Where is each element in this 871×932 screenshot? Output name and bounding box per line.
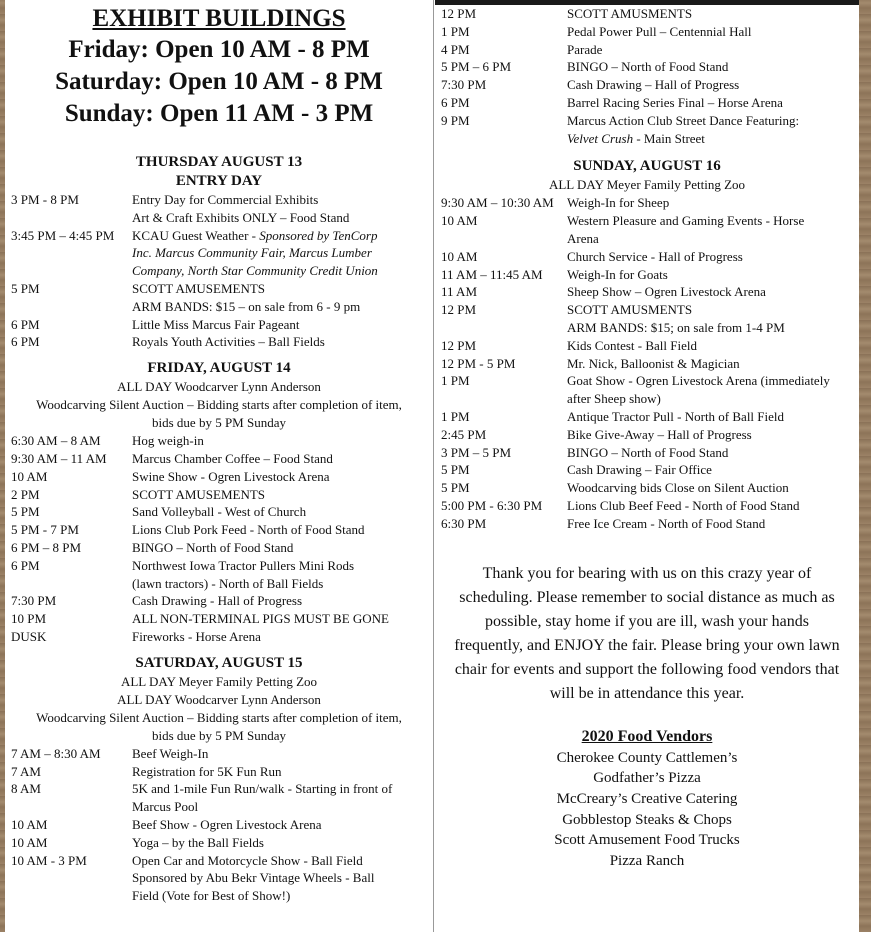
- event-description: [132, 798, 433, 816]
- day-note: bids due by 5 PM Sunday: [152, 415, 286, 431]
- schedule-row: [5, 557, 433, 575]
- event-time: [5, 209, 132, 227]
- event-description: [567, 408, 859, 426]
- event-description: [567, 5, 859, 23]
- event-description: [132, 227, 433, 245]
- schedule-row: [435, 130, 859, 148]
- saturday-schedule: [5, 745, 433, 905]
- event-text: Mr. Nick, Balloonist & Magician: [567, 355, 740, 371]
- column-divider: [433, 0, 434, 932]
- schedule-row: [5, 887, 433, 905]
- event-text: SCOTT AMUSEMENTS: [132, 486, 266, 502]
- event-description: [567, 112, 859, 130]
- event-description: [132, 432, 433, 450]
- event-description: [567, 337, 859, 355]
- schedule-row: [435, 94, 859, 112]
- event-text: Lions Club Pork Feed - North of Food Stand: [132, 522, 365, 538]
- event-time: 6 PM – 8 PM: [11, 539, 82, 555]
- vendor-item: Gobblestop Steaks & Chops: [562, 811, 732, 828]
- event-text: Antique Tractor Pull - North of Ball Field: [567, 408, 785, 424]
- schedule-row: [5, 869, 433, 887]
- event-text: ARM BANDS: $15 – on sale from 6 - 9 pm: [132, 298, 361, 314]
- event-text: Cash Drawing - Hall of Progress: [132, 593, 303, 609]
- event-time: 5 PM: [11, 504, 40, 520]
- event-text: Sand Volleyball - West of Church: [132, 504, 307, 520]
- schedule-row: [435, 372, 859, 390]
- schedule-row: [5, 610, 433, 628]
- schedule-row: [5, 209, 433, 227]
- schedule-row: [5, 227, 433, 245]
- event-description: [132, 280, 433, 298]
- day-note: ALL DAY Meyer Family Petting Zoo: [120, 673, 318, 689]
- event-text: Beef Weigh-In: [132, 745, 209, 761]
- schedule-row: [435, 58, 859, 76]
- event-text: Woodcarving bids Close on Silent Auction: [567, 480, 789, 496]
- schedule-row: [435, 337, 859, 355]
- event-time: 6:30 PM: [441, 515, 487, 531]
- thursday-subtitle: ENTRY DAY: [175, 173, 263, 189]
- schedule-row: [435, 112, 859, 130]
- event-text: Free Ice Cream - North of Food Stand: [567, 515, 766, 531]
- schedule-row: [435, 390, 859, 408]
- vendor-item: Cherokee County Cattlemen’s: [556, 749, 738, 766]
- schedule-row: [5, 575, 433, 593]
- event-text: Arena: [567, 230, 599, 246]
- event-description: [567, 76, 859, 94]
- schedule-row: [5, 539, 433, 557]
- event-description: [132, 575, 433, 593]
- event-text: Sponsored by Abu Bekr Vintage Wheels - Ball: [132, 870, 375, 886]
- event-text: Marcus Action Club Street Dance Featuring:: [567, 112, 800, 128]
- event-time: 7 AM: [11, 763, 41, 779]
- event-description: [132, 763, 433, 781]
- event-text: Barrel Racing Series Final – Horse Arena: [567, 94, 783, 110]
- event-description: [567, 23, 859, 41]
- event-time: [5, 869, 132, 887]
- event-time: [5, 244, 132, 262]
- event-text: BINGO – North of Food Stand: [567, 59, 729, 75]
- event-text: Pedal Power Pull – Centennial Hall: [567, 23, 752, 39]
- event-time: 6 PM: [11, 334, 40, 350]
- event-time: 4 PM: [441, 41, 470, 57]
- event-text: Goat Show - Ogren Livestock Arena (immediately: [567, 373, 830, 389]
- schedule-row: [5, 763, 433, 781]
- event-description: [132, 539, 433, 557]
- event-text: Little Miss Marcus Fair Pageant: [132, 316, 300, 332]
- event-time: 10 PM: [11, 611, 47, 627]
- schedule-row: [435, 426, 859, 444]
- event-time: 5 PM – 6 PM: [441, 59, 512, 75]
- event-text: Northwest Iowa Tractor Pullers Mini Rods: [132, 557, 355, 573]
- event-time: 5 PM: [441, 480, 470, 496]
- saturday-schedule-continued: [435, 5, 859, 147]
- event-description: [567, 94, 859, 112]
- event-text: KCAU Guest Weather -: [132, 227, 260, 243]
- event-description: [567, 461, 859, 479]
- event-text: SCOTT AMUSMENTS: [567, 302, 693, 318]
- event-time: 8 AM: [11, 781, 41, 797]
- exhibit-header: [5, 4, 433, 130]
- event-time: 9 PM: [441, 112, 470, 128]
- event-text: (lawn tractors) - North of Ball Fields: [132, 575, 324, 591]
- vendor-item: Godfather’s Pizza: [593, 770, 701, 787]
- event-time: 3 PM – 5 PM: [441, 444, 512, 460]
- schedule-row: [435, 230, 859, 248]
- vendors-title: 2020 Food Vendors: [581, 727, 713, 745]
- event-description: [132, 333, 433, 351]
- event-time: 10 AM: [11, 834, 48, 850]
- event-text: Weigh-In for Goats: [567, 266, 668, 282]
- event-description: [132, 521, 433, 539]
- day-note: Woodcarving Silent Auction – Bidding starts after completion of item,: [36, 397, 402, 413]
- schedule-row: [435, 461, 859, 479]
- event-description: [567, 301, 859, 319]
- event-text: Open Car and Motorcycle Show - Ball Field: [132, 852, 363, 868]
- event-time: 2:45 PM: [441, 426, 487, 442]
- event-description: [567, 479, 859, 497]
- schedule-row: [435, 266, 859, 284]
- schedule-row: [435, 5, 859, 23]
- event-text: Hog weigh-in: [132, 433, 204, 449]
- event-italic-text: Company, North Star Community Credit Union: [132, 263, 378, 279]
- event-text: Sheep Show – Ogren Livestock Arena: [567, 284, 766, 300]
- schedule-row: [435, 283, 859, 301]
- sunday-hours: Sunday: Open 11 AM - 3 PM: [64, 100, 374, 127]
- event-text: Cash Drawing – Fair Office: [567, 462, 712, 478]
- schedule-row: [5, 816, 433, 834]
- event-description: [132, 503, 433, 521]
- schedule-row: [435, 408, 859, 426]
- event-time: 10 AM: [11, 816, 48, 832]
- schedule-row: [5, 798, 433, 816]
- event-time: [5, 798, 132, 816]
- event-description: [567, 390, 859, 408]
- event-text: 5K and 1-mile Fun Run/walk - Starting in front of: [132, 781, 393, 797]
- event-text: Yoga – by the Ball Fields: [132, 834, 264, 850]
- event-description: [567, 515, 859, 533]
- event-description: [567, 426, 859, 444]
- schedule-row: [5, 298, 433, 316]
- event-time: 9:30 AM – 11 AM: [11, 450, 107, 466]
- event-text: - Main Street: [633, 130, 705, 146]
- event-description: [567, 319, 859, 337]
- thursday-title: THURSDAY AUGUST 13: [135, 154, 303, 170]
- saturday-hours: Saturday: Open 10 AM - 8 PM: [55, 68, 383, 95]
- event-description: [132, 298, 433, 316]
- saturday-notes: [5, 673, 433, 745]
- event-time: 11 AM – 11:45 AM: [441, 266, 543, 282]
- event-description: [132, 780, 433, 798]
- event-time: 5 PM: [441, 462, 470, 478]
- schedule-row: [5, 468, 433, 486]
- day-note: Woodcarving Silent Auction – Bidding starts after completion of item,: [36, 709, 402, 725]
- event-time: 10 AM: [11, 468, 48, 484]
- event-time: 7:30 PM: [441, 77, 487, 93]
- event-description: [567, 58, 859, 76]
- event-time: 3 PM - 8 PM: [11, 192, 79, 207]
- schedule-row: [5, 503, 433, 521]
- friday-title: FRIDAY, AUGUST 14: [147, 360, 291, 377]
- event-time: 12 PM - 5 PM: [441, 355, 516, 371]
- event-description: [132, 852, 433, 870]
- event-description: [132, 628, 433, 646]
- event-text: BINGO – North of Food Stand: [567, 444, 729, 460]
- event-description: [132, 262, 433, 280]
- schedule-row: [435, 444, 859, 462]
- event-time: 10 AM: [441, 213, 478, 229]
- thank-you-message: Thank you for bearing with us on this crazy year of scheduling. Please remember to social distance as much as possible, stay home if you are ill, wash your hands frequently, and ENJOY the fair. Please bring your own lawn chair for events and support the following food vendors that will be in attendance this year.: [454, 564, 840, 702]
- event-time: 6 PM: [11, 316, 40, 332]
- event-text: Church Service - Hall of Progress: [567, 248, 743, 264]
- event-description: [132, 450, 433, 468]
- event-italic-text: Sponsored by TenCorp: [259, 227, 378, 243]
- event-italic-text: Inc. Marcus Community Fair, Marcus Lumber: [132, 245, 372, 261]
- event-text: Cash Drawing – Hall of Progress: [567, 77, 740, 93]
- event-text: Marcus Pool: [132, 799, 199, 815]
- event-description: [567, 266, 859, 284]
- schedule-row: [5, 521, 433, 539]
- day-note: ALL DAY Woodcarver Lynn Anderson: [117, 691, 321, 707]
- event-text: after Sheep show): [567, 391, 661, 407]
- schedule-row: [5, 316, 433, 334]
- event-time: 5 PM: [11, 280, 40, 296]
- schedule-row: [435, 319, 859, 337]
- event-time: 6:30 AM – 8 AM: [11, 433, 101, 449]
- event-time: 3:45 PM – 4:45 PM: [11, 227, 115, 243]
- event-description: [132, 316, 433, 334]
- event-time: 5 PM - 7 PM: [11, 522, 79, 538]
- event-time: [435, 390, 567, 408]
- event-text: Parade: [567, 41, 603, 57]
- event-time: DUSK: [11, 628, 47, 644]
- schedule-row: [5, 852, 433, 870]
- event-description: [132, 191, 433, 209]
- event-description: [132, 745, 433, 763]
- event-text: Western Pleasure and Gaming Events - Horse: [567, 213, 805, 229]
- event-description: [132, 557, 433, 575]
- thursday-schedule: [5, 191, 433, 351]
- day-note: ALL DAY Meyer Family Petting Zoo: [548, 177, 746, 193]
- vendor-item: Scott Amusement Food Trucks: [554, 832, 740, 849]
- event-text: Weigh-In for Sheep: [567, 195, 670, 211]
- event-description: [132, 468, 433, 486]
- event-text: Lions Club Beef Feed - North of Food Stand: [567, 497, 800, 513]
- event-description: [567, 248, 859, 266]
- event-description: [132, 486, 433, 504]
- event-time: [435, 319, 567, 337]
- event-time: 5:00 PM - 6:30 PM: [441, 497, 543, 513]
- event-text: Fireworks - Horse Arena: [132, 628, 261, 644]
- event-text: Field (Vote for Best of Show!): [132, 888, 291, 904]
- event-text: SCOTT AMUSMENTS: [567, 6, 693, 21]
- schedule-row: [5, 450, 433, 468]
- event-time: 10 AM - 3 PM: [11, 852, 87, 868]
- event-time: 2 PM: [11, 486, 40, 502]
- friday-notes: [5, 378, 433, 432]
- event-description: [567, 41, 859, 59]
- schedule-row: [5, 262, 433, 280]
- schedule-row: [5, 592, 433, 610]
- schedule-row: [5, 432, 433, 450]
- event-italic-text: Velvet Crush: [567, 130, 634, 146]
- schedule-row: [435, 515, 859, 533]
- event-text: Swine Show - Ogren Livestock Arena: [132, 468, 330, 484]
- event-description: [567, 194, 859, 212]
- schedule-row: [5, 486, 433, 504]
- exhibit-title: EXHIBIT BUILDINGS: [92, 5, 346, 32]
- sunday-notes: [435, 176, 859, 194]
- event-text: Beef Show - Ogren Livestock Arena: [132, 816, 322, 832]
- event-text: Registration for 5K Fun Run: [132, 763, 282, 779]
- event-description: [567, 130, 859, 148]
- day-note: bids due by 5 PM Sunday: [152, 727, 286, 743]
- event-description: [132, 887, 433, 905]
- schedule-row: [435, 23, 859, 41]
- event-time: 6 PM: [441, 94, 470, 110]
- schedule-row: [435, 212, 859, 230]
- event-time: 6 PM: [11, 557, 40, 573]
- event-time: 10 AM: [441, 248, 478, 264]
- schedule-row: [5, 244, 433, 262]
- schedule-row: [435, 301, 859, 319]
- sunday-title: SUNDAY, AUGUST 16: [573, 158, 721, 175]
- event-time: 7:30 PM: [11, 593, 57, 609]
- event-text: SCOTT AMUSEMENTS: [132, 280, 266, 296]
- event-time: 11 AM: [441, 284, 477, 300]
- event-time: 9:30 AM – 10:30 AM: [441, 195, 554, 211]
- event-time: [5, 262, 132, 280]
- event-description: [132, 209, 433, 227]
- event-text: Royals Youth Activities – Ball Fields: [132, 334, 325, 350]
- event-text: Art & Craft Exhibits ONLY – Food Stand: [132, 209, 350, 225]
- event-text: Bike Give-Away – Hall of Progress: [567, 426, 752, 442]
- event-time: [5, 298, 132, 316]
- schedule-row: [5, 745, 433, 763]
- event-time: 1 PM: [441, 408, 470, 424]
- schedule-row: [5, 191, 433, 209]
- event-text: BINGO – North of Food Stand: [132, 539, 294, 555]
- event-description: [567, 283, 859, 301]
- schedule-page: [5, 0, 859, 932]
- schedule-row: [435, 479, 859, 497]
- friday-hours: Friday: Open 10 AM - 8 PM: [68, 36, 370, 63]
- schedule-row: [435, 41, 859, 59]
- event-time: [5, 887, 132, 905]
- event-time: 12 PM: [441, 302, 477, 318]
- saturday-title: SATURDAY, AUGUST 15: [135, 654, 303, 671]
- event-description: [132, 816, 433, 834]
- event-text: Entry Day for Commercial Exhibits: [132, 192, 319, 207]
- schedule-row: [435, 194, 859, 212]
- friday-schedule: [5, 432, 433, 646]
- event-text: ARM BANDS: $15; on sale from 1-4 PM: [567, 319, 785, 335]
- event-description: [567, 230, 859, 248]
- event-description: [132, 610, 433, 628]
- schedule-row: [5, 333, 433, 351]
- schedule-row: [435, 355, 859, 373]
- event-time: 1 PM: [441, 23, 470, 39]
- event-description: [567, 212, 859, 230]
- schedule-row: [435, 497, 859, 515]
- event-text: Marcus Chamber Coffee – Food Stand: [132, 450, 333, 466]
- event-time: 7 AM – 8:30 AM: [11, 745, 101, 761]
- left-column: [5, 0, 433, 905]
- event-time: [5, 575, 132, 593]
- schedule-row: [435, 76, 859, 94]
- schedule-row: [5, 834, 433, 852]
- event-time: 12 PM: [441, 337, 477, 353]
- event-description: [132, 244, 433, 262]
- vendor-list: [435, 748, 859, 872]
- vendor-item: Pizza Ranch: [609, 853, 685, 870]
- event-description: [567, 355, 859, 373]
- event-time: 1 PM: [441, 373, 470, 389]
- schedule-row: [435, 248, 859, 266]
- event-description: [132, 592, 433, 610]
- event-time: [435, 130, 567, 148]
- event-description: [567, 444, 859, 462]
- event-description: [132, 869, 433, 887]
- event-description: [567, 497, 859, 515]
- schedule-row: [5, 628, 433, 646]
- event-description: [132, 834, 433, 852]
- event-text: Kids Contest - Ball Field: [567, 337, 697, 353]
- right-column: [435, 0, 859, 872]
- event-text: ALL NON-TERMINAL PIGS MUST BE GONE: [132, 611, 389, 627]
- event-description: [567, 372, 859, 390]
- event-time: [435, 230, 567, 248]
- sunday-schedule: [435, 194, 859, 532]
- schedule-row: [5, 280, 433, 298]
- event-time: 12 PM: [441, 6, 477, 21]
- vendor-item: McCreary’s Creative Catering: [556, 790, 738, 807]
- day-note: ALL DAY Woodcarver Lynn Anderson: [117, 379, 321, 395]
- schedule-row: [5, 780, 433, 798]
